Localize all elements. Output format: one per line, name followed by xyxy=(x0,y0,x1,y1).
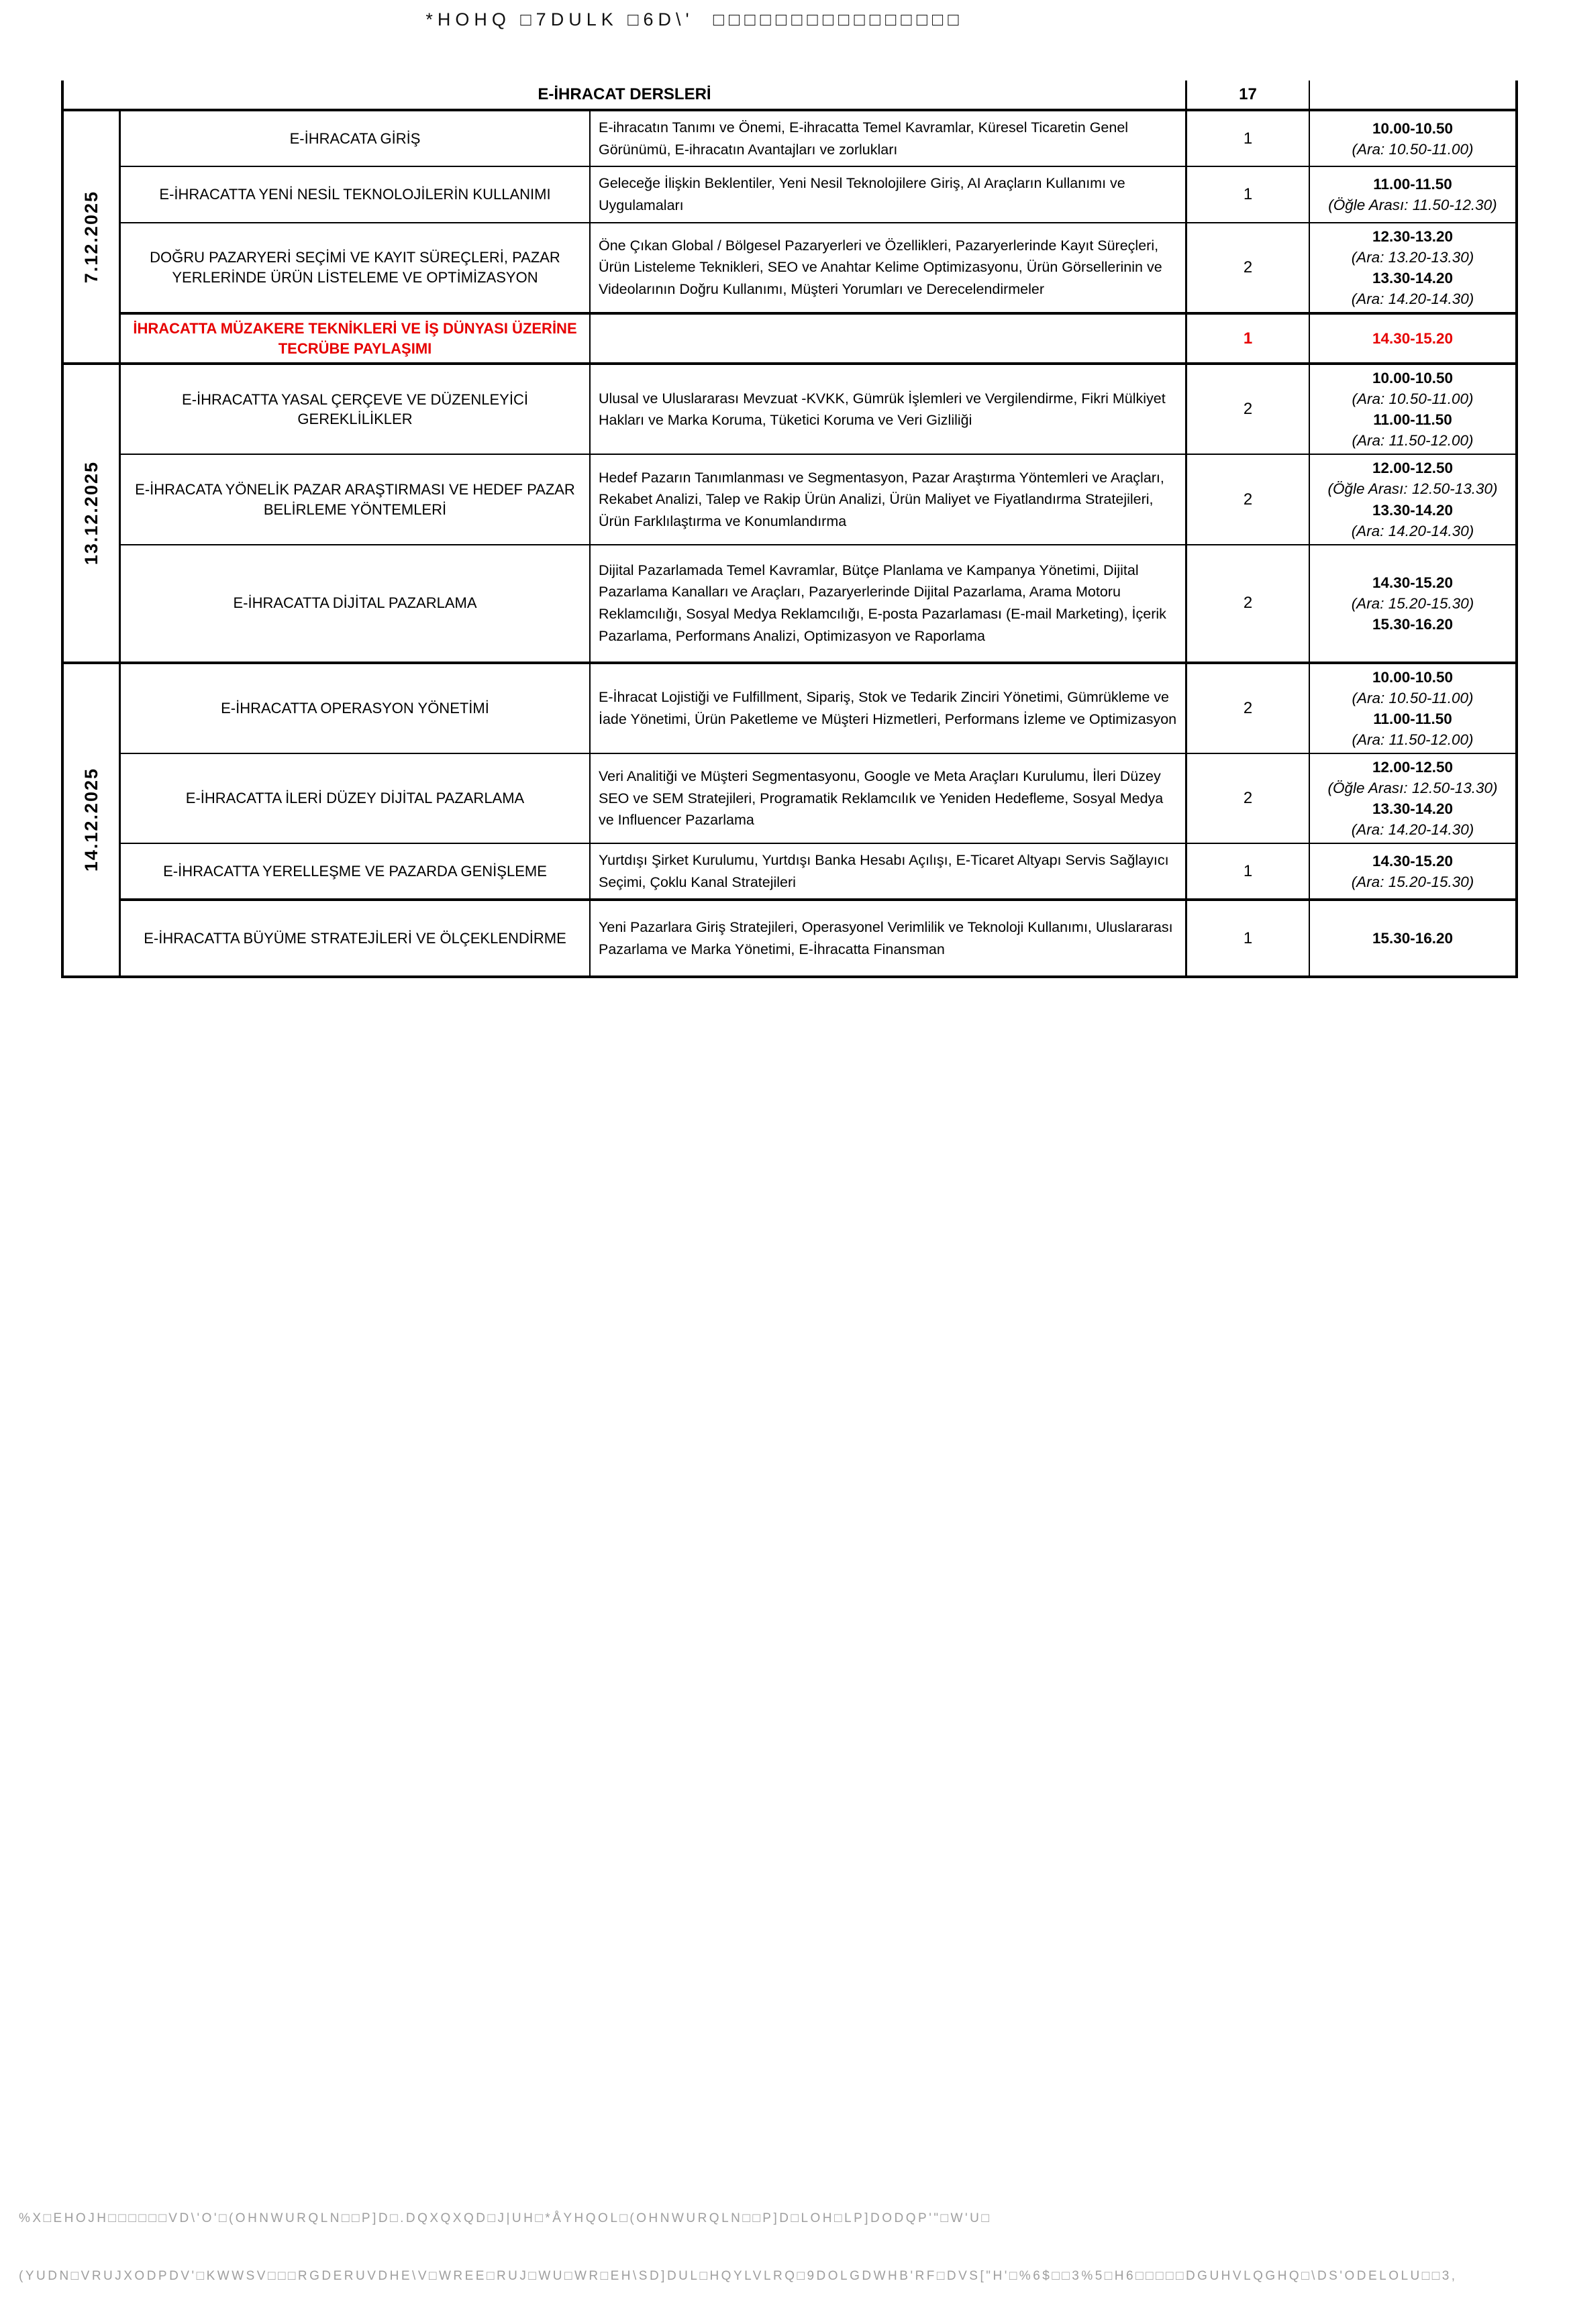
course-description-text: Hedef Pazarın Tanımlanması ve Segmentasyon, Pazar Araştırma Yöntemleri ve Araçları, Rekabet Analizi, Talep ve Rakip Ürün Analizi, Ürün Maliyet ve Fiyatlandırma Stratejileri, Ürün Farklılaştırma ve Konumlandırma xyxy=(599,469,1164,529)
table-row xyxy=(121,454,1515,543)
date-section xyxy=(64,362,1515,661)
section-rows xyxy=(121,111,1515,362)
date-cell xyxy=(64,664,121,976)
course-title-cell xyxy=(121,223,591,312)
course-title-cell xyxy=(121,545,591,662)
course-description-cell xyxy=(591,111,1187,166)
lesson-time-label: 14.30-15.20 xyxy=(1372,574,1454,591)
course-hours-cell xyxy=(1187,901,1310,975)
table-row xyxy=(121,111,1515,166)
course-title-label: İHRACATTA MÜZAKERE TEKNİKLERİ VE İŞ DÜNYASI ÜZERİNE TECRÜBE PAYLAŞIMI xyxy=(133,319,577,357)
course-hours-value: 2 xyxy=(1243,490,1253,509)
course-hours-value: 2 xyxy=(1243,400,1253,419)
course-title-label: E-İHRACATTA BÜYÜME STRATEJİLERİ VE ÖLÇEKLENDİRME xyxy=(144,930,566,947)
course-description-text: Yurtdışı Şirket Kurulumu, Yurtdışı Banka Hesabı Açılışı, E-Ticaret Altyapı Servis Sağlayıcı Seçimi, Çoklu Kanal Stratejileri xyxy=(599,852,1169,890)
course-hours-value: 1 xyxy=(1243,185,1253,204)
course-title-label: E-İHRACATTA YASAL ÇERÇEVE VE DÜZENLEYİCİ GEREKLİLİKLER xyxy=(182,390,528,428)
break-time-label: (Ara: 15.20-15.30) xyxy=(1351,873,1474,890)
table-row xyxy=(121,544,1515,662)
lesson-time-label: 13.30-14.20 xyxy=(1372,800,1454,817)
course-description-text: E-İhracat Lojistiği ve Fulfillment, Sipariş, Stok ve Tedarik Zinciri Yönetimi, Gümrükleme ve İade Yönetimi, Ürün Paketleme ve Müşteri Hizmetleri, Performans İzleme ve Optimizasyon xyxy=(599,689,1177,727)
table-row xyxy=(121,664,1515,753)
course-title-label: E-İHRACATTA OPERASYON YÖNETİMİ xyxy=(221,699,489,717)
break-time-label: (Öğle Arası: 11.50-12.30) xyxy=(1328,197,1497,214)
lesson-time-label: 12.00-12.50 xyxy=(1372,758,1454,776)
course-title-cell xyxy=(121,901,591,975)
table-header-row xyxy=(64,81,1515,109)
course-title-label: E-İHRACATA YÖNELİK PAZAR ARAŞTIRMASI VE HEDEF PAZAR BELİRLEME YÖNTEMLERİ xyxy=(135,480,575,518)
course-description-text: Ulusal ve Uluslararası Mevzuat -KVKK, Gümrük İşlemleri ve Vergilendirme, Fikri Mülkiyet Hakları ve Marka Koruma, Tüketici Koruma ve Veri Gizliliği xyxy=(599,390,1166,429)
table-header-time-cell xyxy=(1310,81,1515,109)
course-hours-cell xyxy=(1187,315,1310,362)
break-time-label: (Öğle Arası: 12.50-13.30) xyxy=(1327,779,1498,796)
course-title-label: E-İHRACATTA YENİ NESİL TEKNOLOJİLERİN KULLANIMI xyxy=(159,186,551,203)
course-hours-value: 1 xyxy=(1243,129,1253,148)
course-time-cell xyxy=(1310,545,1515,662)
date-cell xyxy=(64,111,121,362)
course-description-text: E-ihracatın Tanımı ve Önemi, E-ihracatta Temel Kavramlar, Küresel Ticaretin Genel Görünümü, E-ihracatın Avantajları ve zorlukları xyxy=(599,119,1129,158)
break-time-label: (Ara: 10.50-11.00) xyxy=(1352,140,1474,158)
break-time-label: (Ara: 10.50-11.00) xyxy=(1352,390,1474,408)
lesson-time-label: 10.00-10.50 xyxy=(1372,119,1454,137)
lesson-time-label: 11.00-11.50 xyxy=(1373,411,1452,429)
course-hours-cell xyxy=(1187,111,1310,166)
course-hours-value: 2 xyxy=(1243,698,1253,717)
section-rows xyxy=(121,664,1515,976)
lesson-time-label: 13.30-14.20 xyxy=(1372,269,1454,286)
course-description-text: Yeni Pazarlara Giriş Stratejileri, Operasyonel Verimlilik ve Teknoloji Kullanımı, Uluslararası Pazarlama ve Marka Yönetimi, E-İhracatta Finansman xyxy=(599,919,1173,957)
course-hours-cell xyxy=(1187,664,1310,753)
break-time-label: (Ara: 11.50-12.00) xyxy=(1352,432,1474,450)
section-date-label: 13.12.2025 xyxy=(81,461,101,566)
course-hours-cell xyxy=(1187,754,1310,843)
course-description-cell xyxy=(591,365,1187,454)
footer-line-1: %X□EHOJH□□□□□□VD\'O'□(OHNWURQLN□□P]D□.DQXQXQD□J|UH□*ÅYHQOL□(OHNWURQLN□□P]D□LOH□LP]DODQP'"□W'U□ xyxy=(19,2211,992,2225)
course-time-cell xyxy=(1310,315,1515,362)
lesson-time-label: 11.00-11.50 xyxy=(1373,710,1452,727)
lesson-time-label: 12.30-13.20 xyxy=(1372,227,1454,245)
footer-line-2: (YUDN□VRUJXODPDV'□KWWSV□□□RGDERUVDHE\V□WREE□RUJ□WU□WR□EH\SD]DUL□HQYLVLRQ□9DOLGDWHB'RF□DVS["H'□%6$□□3%5□H6□□□□□DGUHVLQGHQ□\DS'ODELOLU□□3, xyxy=(19,2268,1458,2283)
course-hours-cell xyxy=(1187,223,1310,312)
table-header-title: E-İHRACAT DERSLERİ xyxy=(64,81,1187,109)
course-title-label: E-İHRACATA GİRİŞ xyxy=(289,129,421,147)
lesson-time-label: 14.30-15.20 xyxy=(1372,330,1454,348)
section-date-label: 14.12.2025 xyxy=(81,768,101,872)
course-time-cell xyxy=(1310,844,1515,898)
course-title-cell xyxy=(121,455,591,543)
table-row xyxy=(121,166,1515,221)
course-title-cell xyxy=(121,315,591,362)
course-description-cell xyxy=(591,315,1187,362)
break-time-label: (Ara: 14.20-14.30) xyxy=(1351,290,1474,307)
lesson-time-label: 13.30-14.20 xyxy=(1372,501,1454,519)
course-hours-cell xyxy=(1187,545,1310,662)
course-hours-value: 1 xyxy=(1243,929,1253,947)
lesson-time-label: 12.00-12.50 xyxy=(1372,460,1454,477)
break-time-label: (Ara: 13.20-13.30) xyxy=(1351,248,1474,266)
course-title-cell xyxy=(121,167,591,221)
course-hours-cell xyxy=(1187,844,1310,898)
date-cell xyxy=(64,365,121,661)
course-description-cell xyxy=(591,455,1187,543)
table-row xyxy=(121,222,1515,312)
course-hours-cell xyxy=(1187,167,1310,221)
course-hours-value: 1 xyxy=(1243,329,1253,348)
total-hours-cell: 17 xyxy=(1187,81,1310,109)
course-title-label: E-İHRACATTA DİJİTAL PAZARLAMA xyxy=(233,594,477,612)
document-title-garbled: *HOHQ □7DULK □6D\' □□□□□□□□□□□□□□□□ xyxy=(425,9,964,30)
course-hours-value: 1 xyxy=(1243,861,1253,880)
course-title-cell xyxy=(121,754,591,843)
table-row xyxy=(121,898,1515,975)
table-row xyxy=(121,365,1515,454)
course-hours-cell xyxy=(1187,455,1310,543)
course-description-text: Dijital Pazarlamada Temel Kavramlar, Bütçe Planlama ve Kampanya Yönetimi, Dijital Pazarlama Kanalları ve Araçları, Pazaryerlerinde Dijital Pazarlama, Arama Motoru Reklamcılığı, Sosyal Medya Reklamcılığı, E-posta Pazarlaması (E-mail Marketing), İçerik Pazarlama, Performans Analizi, Optimizasyon ve Raporlama xyxy=(599,562,1166,644)
course-hours-value: 2 xyxy=(1243,258,1253,276)
lesson-time-label: 15.30-16.20 xyxy=(1372,615,1454,633)
course-description-text: Öne Çıkan Global / Bölgesel Pazaryerleri ve Özellikleri, Pazaryerlerinde Kayıt Süreçleri, Ürün Listeleme Teknikleri, SEO ve Anahtar Kelime Optimizasyonu, Ürün Görsellerinin ve Videolarının Doğru Kullanımı, Müşteri Yorumları ve Derecelendirmeler xyxy=(599,237,1162,298)
section-rows xyxy=(121,365,1515,661)
course-title-cell xyxy=(121,365,591,454)
course-description-cell xyxy=(591,664,1187,753)
course-description-text: Geleceğe İlişkin Beklentiler, Yeni Nesil Teknolojilere Giriş, AI Araçların Kullanımı ve Uygulamaları xyxy=(599,175,1125,214)
lesson-time-label: 15.30-16.20 xyxy=(1372,930,1454,947)
course-time-cell xyxy=(1310,111,1515,166)
course-time-cell xyxy=(1310,754,1515,843)
table-row xyxy=(121,843,1515,898)
lesson-time-label: 11.00-11.50 xyxy=(1373,175,1452,193)
course-description-cell xyxy=(591,754,1187,843)
course-schedule-table xyxy=(61,81,1518,978)
course-title-cell xyxy=(121,111,591,166)
course-description-cell xyxy=(591,545,1187,662)
esignature-footer xyxy=(19,2171,1458,2324)
course-description-text: Veri Analitiği ve Müşteri Segmentasyonu, Google ve Meta Araçları Kurulumu, İleri Düzey SEO ve SEM Stratejileri, Programatik Reklamcılık ve Yeniden Hedefleme, Sosyal Medya ve Influencer Pazarlama xyxy=(599,768,1164,829)
course-title-cell xyxy=(121,844,591,898)
table-body xyxy=(64,109,1515,975)
course-description-cell xyxy=(591,223,1187,312)
break-time-label: (Ara: 10.50-11.00) xyxy=(1352,689,1474,706)
course-hours-value: 2 xyxy=(1243,594,1253,613)
lesson-time-label: 10.00-10.50 xyxy=(1372,668,1454,686)
break-time-label: (Ara: 14.20-14.30) xyxy=(1351,522,1474,539)
course-title-cell xyxy=(121,664,591,753)
break-time-label: (Ara: 15.20-15.30) xyxy=(1351,594,1474,612)
break-time-label: (Ara: 11.50-12.00) xyxy=(1352,731,1474,748)
break-time-label: (Öğle Arası: 12.50-13.30) xyxy=(1327,480,1498,498)
course-hours-cell xyxy=(1187,365,1310,454)
table-row xyxy=(121,312,1515,362)
date-section xyxy=(64,109,1515,362)
course-title-label: DOĞRU PAZARYERİ SEÇİMİ VE KAYIT SÜREÇLERİ, PAZAR YERLERİNDE ÜRÜN LİSTELEME VE OPTİMİZASYON xyxy=(150,249,560,286)
course-time-cell xyxy=(1310,901,1515,975)
course-hours-value: 2 xyxy=(1243,788,1253,807)
course-description-cell xyxy=(591,844,1187,898)
break-time-label: (Ara: 14.20-14.30) xyxy=(1351,821,1474,838)
date-section xyxy=(64,662,1515,976)
course-time-cell xyxy=(1310,365,1515,454)
table-row xyxy=(121,753,1515,843)
lesson-time-label: 10.00-10.50 xyxy=(1372,370,1454,387)
course-description-cell xyxy=(591,901,1187,975)
course-description-cell xyxy=(591,167,1187,221)
course-time-cell xyxy=(1310,167,1515,221)
course-time-cell xyxy=(1310,223,1515,312)
course-time-cell xyxy=(1310,664,1515,753)
section-date-label: 7.12.2025 xyxy=(81,191,101,284)
course-title-label: E-İHRACATTA İLERİ DÜZEY DİJİTAL PAZARLAMA xyxy=(185,790,525,807)
course-time-cell xyxy=(1310,455,1515,543)
course-title-label: E-İHRACATTA YERELLEŞME VE PAZARDA GENİŞLEME xyxy=(163,862,547,880)
lesson-time-label: 14.30-15.20 xyxy=(1372,852,1454,869)
